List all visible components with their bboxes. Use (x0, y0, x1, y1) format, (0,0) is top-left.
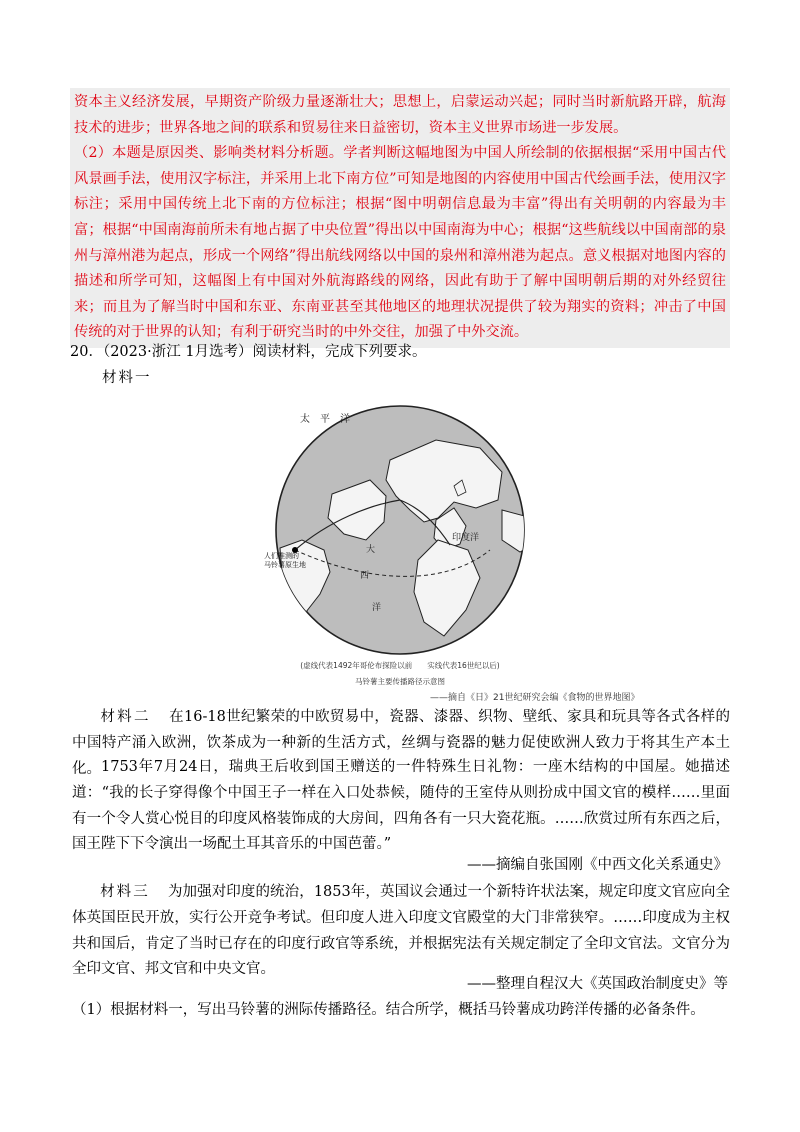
answer-explanation-box (70, 88, 730, 348)
globe-circle (276, 406, 524, 654)
question-header: 20．（2023·浙江 1月选考）阅读材料，完成下列要求。 (70, 344, 427, 360)
answer-paragraph-2: （2）本题是原因类、影响类材料分析题。学者判断这幅地图为中国人所绘制的依据根据“采用中国古代风景画手法，使用汉字标注，并采用上北下南方位”可知是地图的内容使用中国古代绘画手法，使用汉字标注；采用中国传统上北下南的方位标注；根据“图中明朝信息最为丰富”得出有关明朝的内容最为丰富；根据“中国南海前所未有地占据了中央位置”得出以中国南海为中心；根据“这些航线以中国南部的泉州与漳州港为起点，形成一个网络”得出航线网络以中国的泉州和漳州港为起点。意义根据对地图内容的描述和所学可知，这幅图上有中国对外航海路线的网络，因此有助于了解中国明朝后期的对外经贸往来；而且为了解当时中国和东亚、东南亚甚至其他地区的地理状况提供了较为翔实的资料；冲击了中国传统的对于世界的认知；有利于研究当时的中外交往，加强了中外交流。 (74, 145, 726, 341)
answer-paragraph-1: 资本主义经济发展，早期资产阶级力量逐渐壮大；思想上，启蒙运动兴起；同时当时新航路开辟，航海技术的进步；世界各地之间的联系和贸易往来日益密切，资本主义世界市场进一步发展。 (74, 94, 726, 136)
map-origin-note-2: 马铃薯原生地 (264, 561, 306, 569)
material-2-label: 材料二 (100, 709, 151, 725)
material-1-label: 材料一 (102, 370, 152, 386)
material-2-source: ——摘编自张国刚《中西文化关系通史》 (467, 857, 728, 873)
material-1-source: ——摘自《日》21世纪研究会编《食物的世界地图》 (430, 693, 640, 703)
material-3-paragraph (72, 880, 730, 983)
world-map-illustration (240, 400, 560, 690)
material-2-text-2: 1753年7月24日，瑞典王后收到国王赠送的一件特殊生日礼物：一座木结构的中国屋。她描述道：“我的长子穿得像个中国王子一样在入口处恭候，随侍的王室侍从则扮成中国文官的模样……里面有一个令人赏心悦目的印度风格装饰成的大房间，四角各有一只大瓷花瓶。……欣赏过所有东西之后，国王陛下下令演出一场配土耳其音乐的中国芭蕾。” (72, 759, 730, 853)
potato-spread-map-figure (240, 400, 560, 700)
map-caption: 马铃薯主要传播路径示意图 (355, 677, 445, 686)
sub-question-1: （1）根据材料一，写出马铃薯的洲际传播路径。结合所学，概括马铃薯成功跨洋传播的必备条件。 (72, 1002, 705, 1018)
map-label-atlantic-2: 西 (360, 571, 370, 581)
material-3-text: 为加强对印度的统治，1853年，英国议会通过一个新特许状法案，规定印度文官应向全体英国臣民开放，实行公开竞争考试。但印度人进入印度文官殿堂的大门非常狭窄。……印度成为主权共和国后，肯定了当时已存在的印度行政官等系统，并根据宪法有关规定制定了全印文官法。文官分为全印文官、邦文官和中央文官。 (72, 884, 731, 978)
material-3-source: ——整理自程汉大《英国政治制度史》等 (467, 976, 728, 992)
map-legend: (虚线代表1492年哥伦布探险以前 实线代表16世纪以后) (300, 661, 500, 670)
map-label-indian: 印度洋 (452, 533, 480, 543)
material-2-text-1: 在16-18世纪繁荣的中欧贸易中，瓷器、漆器、织物、壁纸、家具和玩具等各式各样的中国特产涌入欧洲，饮茶成为一种新的生活方式，丝绸与瓷器的魅力促使欧洲人致力于将其生产本土化。 (72, 709, 730, 777)
material-2-paragraph-2 (72, 755, 730, 858)
material-3-label: 材料三 (100, 884, 150, 900)
map-origin-note-1: 人们推测的 (264, 552, 299, 560)
map-label-pacific: 太 平 洋 (300, 414, 350, 425)
map-label-atlantic-3: 洋 (372, 603, 382, 613)
map-label-atlantic-1: 大 (366, 545, 376, 555)
